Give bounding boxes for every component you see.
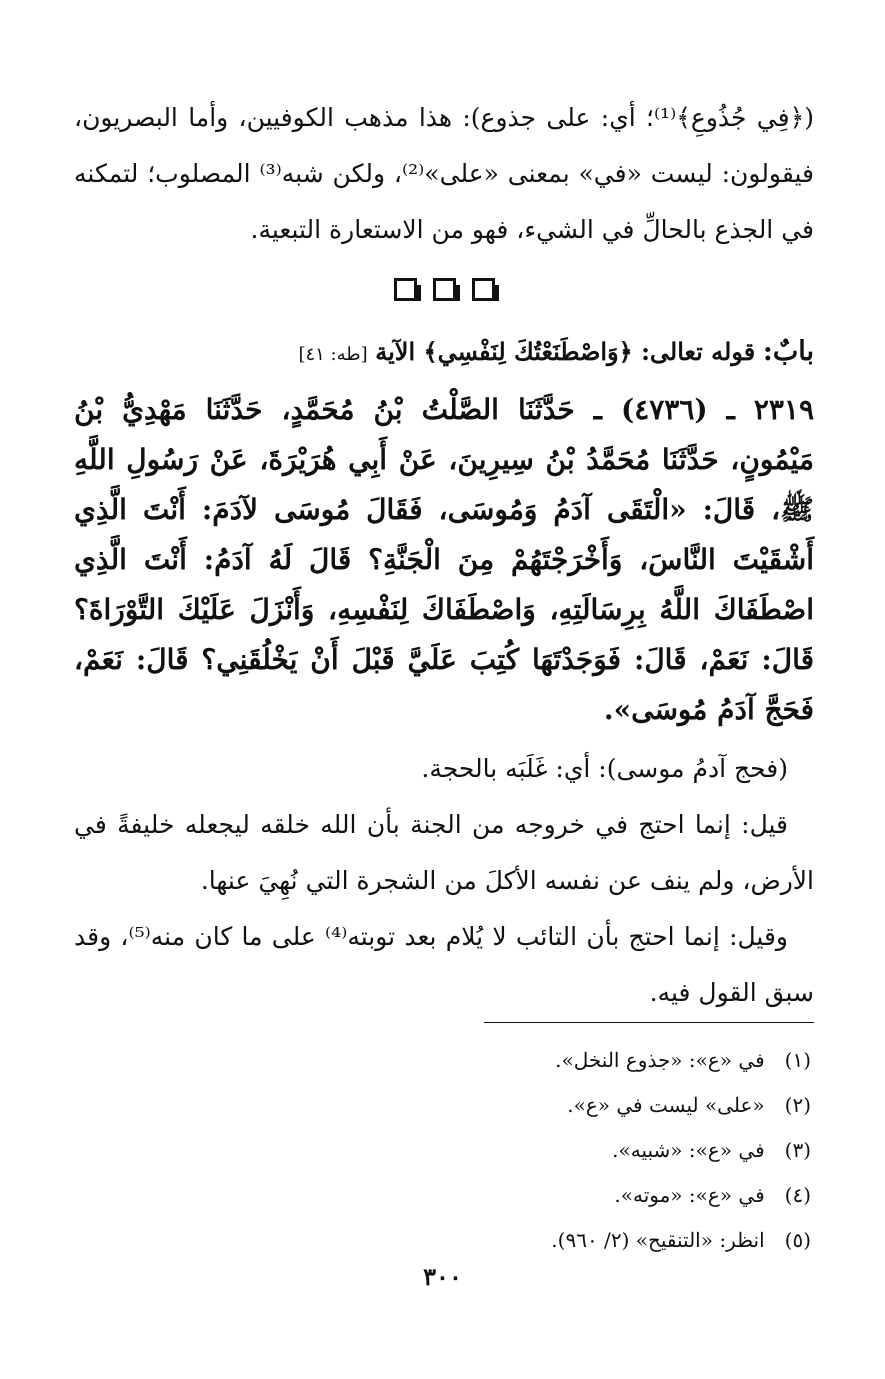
commentary-paragraph: (فحج آدمُ موسى): أي: غَلَبَه بالحجة. — [421, 754, 788, 783]
footnotes — [411, 1038, 811, 1263]
footnote-item — [411, 1128, 811, 1173]
separator-box-icon — [472, 278, 495, 301]
separator-box-icon — [433, 278, 456, 301]
footnote-item — [411, 1218, 811, 1263]
footnote-text: في «ع»: «جذوع النخل». — [555, 1048, 765, 1072]
commentary-paragraph: وقيل: إنما احتج بأن التائب لا يُلام بعد توبته⁽⁴⁾ على ما كان منه⁽⁵⁾، وقد سبق القول فيه. — [74, 922, 814, 1007]
footnote-text: انظر: «التنقيح» (٢/ ٩٦٠). — [551, 1228, 765, 1252]
chapter-reference: [طه: ٤١] — [298, 344, 368, 365]
footnote-text: «على» ليست في «ع». — [567, 1093, 765, 1117]
footnote-item — [411, 1173, 811, 1218]
footnote-number: (٤) — [784, 1183, 811, 1207]
separator-box-icon — [394, 278, 417, 301]
page-body — [74, 90, 814, 1021]
commentary-paragraph: قيل: إنما احتج في خروجه من الجنة بأن الله خلقه ليجعله خليفةً في الأرض، ولم ينف عن نفسه الأكلَ من الشجرة التي نُهِيَ عنها. — [74, 810, 814, 895]
footnote-text: في «ع»: «موته». — [614, 1183, 765, 1207]
chapter-heading — [74, 326, 814, 381]
hadith-text: ٢٣١٩ ـ (٤٧٣٦) ـ حَدَّثَنَا الصَّلْتُ بْنُ مُحَمَّدٍ، حَدَّثَنَا مَهْدِيُّ بْنُ مَيْمُونٍ، حَدَّثَنَا مُحَمَّدُ بْنُ سِيرِينَ، عَنْ أَبِي هُرَيْرَةَ، عَنْ رَسُولِ اللَّهِ ﷺ، قَالَ: «الْتَقَى آدَمُ وَمُوسَى، فَقَالَ مُوسَى لآدَمَ: أَنْتَ الَّذِي أَشْقَيْتَ النَّاسَ، وَأَخْرَجْتَهُمْ مِنَ الْجَنَّةِ؟ قَالَ لَهُ آدَمُ: أَنْتَ الَّذِي اصْطَفَاكَ اللَّهُ بِرِسَالَتِهِ، وَاصْطَفَاكَ لِنَفْسِهِ، وَأَنْزَلَ عَلَيْكَ التَّوْرَاةَ؟ قَالَ: نَعَمْ، قَالَ: فَوَجَدْتَهَا كُتِبَ عَلَيَّ قَبْلَ أَنْ يَخْلُقَنِي؟ قَالَ: نَعَمْ، فَحَجَّ آدَمُ مُوسَى». — [74, 393, 815, 726]
section-separator — [74, 278, 814, 312]
chapter-label: بابٌ: — [762, 336, 814, 367]
footnote-number: (٥) — [784, 1228, 811, 1252]
intro-paragraph: (﴿فِي جُذُوعِ﴾⁽¹⁾؛ أي: على جذوع): هذا مذهب الكوفيين، وأما البصريون، فيقولون: ليست «في» بمعنى «على»⁽²⁾، ولكن شبه⁽³⁾ المصلوب؛ لتمكنه في الجذع بالحالِّ في الشيء، فهو من الاستعارة التبعية. — [74, 103, 814, 244]
footnote-item — [411, 1038, 811, 1083]
footnote-number: (٢) — [784, 1093, 811, 1117]
chapter-title: قوله تعالى: ﴿وَاصْطَنَعْتُكَ لِنَفْسِي﴾ الآية — [375, 337, 756, 366]
page-number: ٣٠٠ — [423, 1262, 462, 1291]
footnote-item — [411, 1083, 811, 1128]
footnote-divider — [484, 1022, 814, 1023]
footnote-number: (١) — [784, 1048, 811, 1072]
footnote-number: (٣) — [784, 1138, 811, 1162]
footnote-text: في «ع»: «شبيه». — [612, 1138, 765, 1162]
